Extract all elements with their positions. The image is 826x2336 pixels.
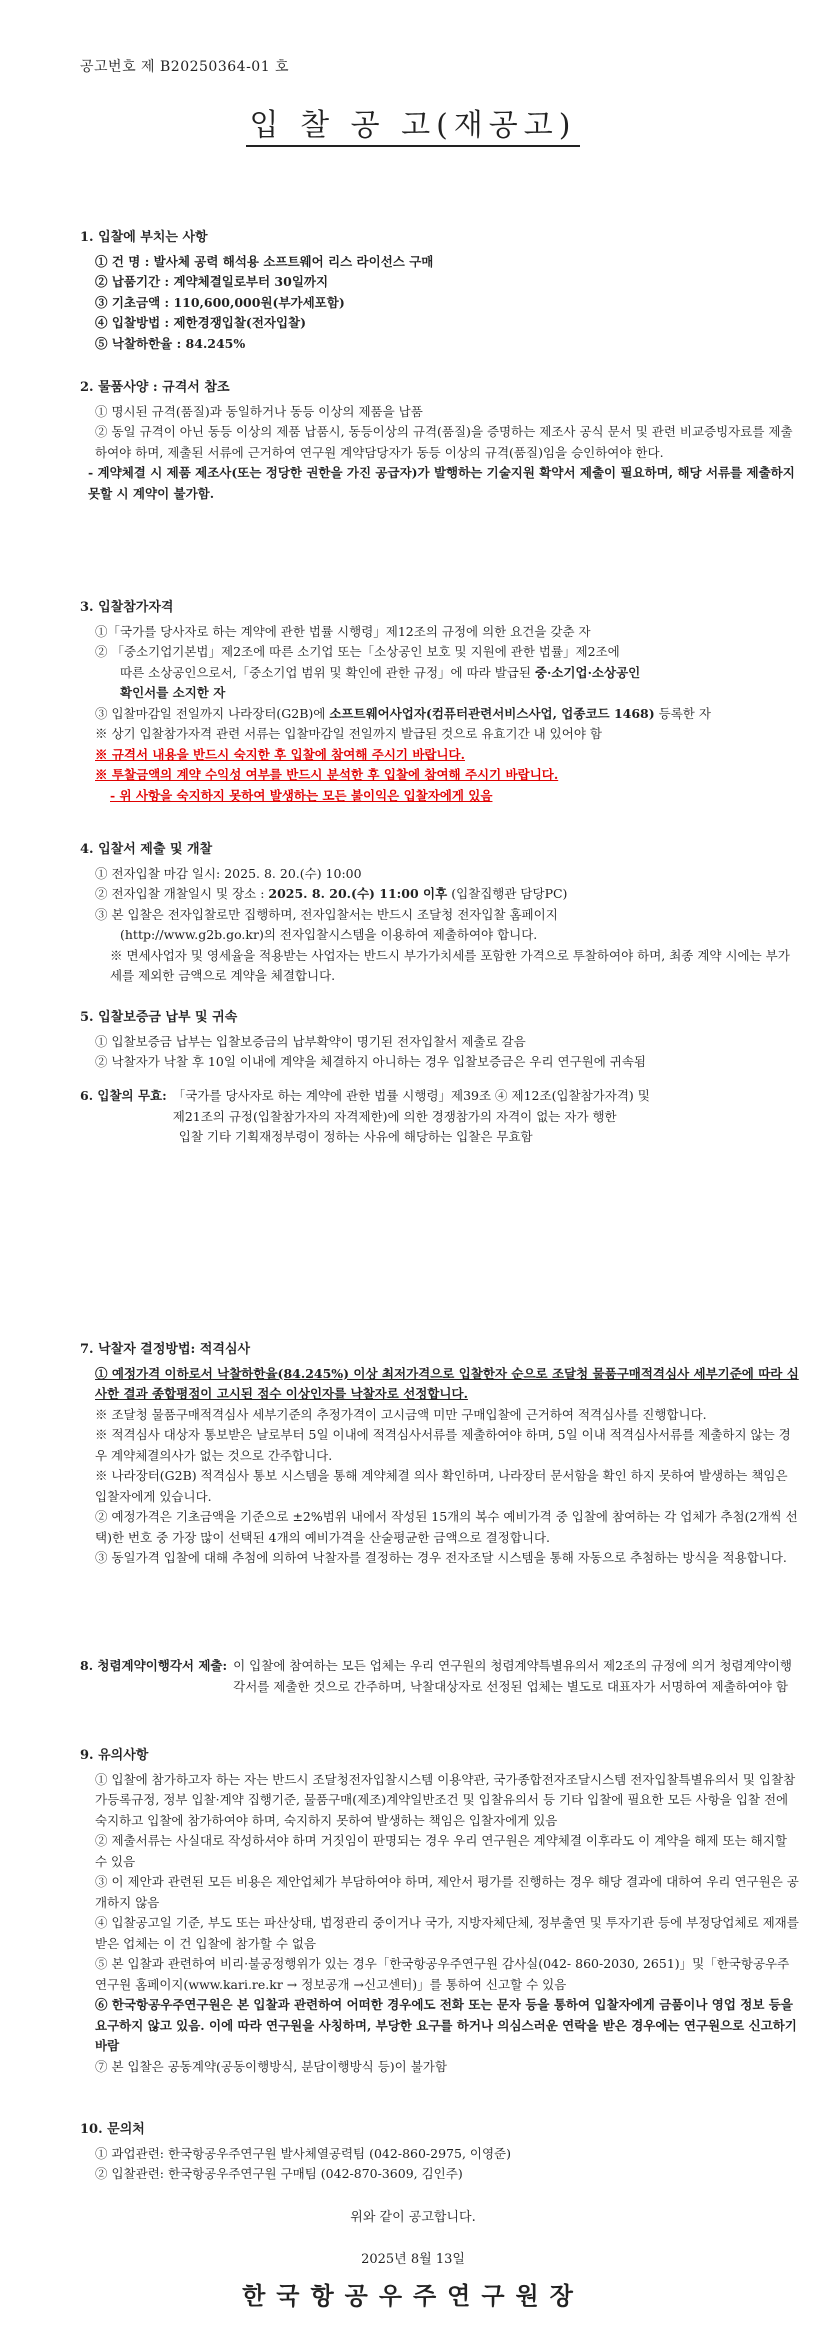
s1-item-2: ② 납품기간 : 계약체결일로부터 30일까지 bbox=[95, 274, 329, 289]
s9-item-4: ④ 입찰공고일 기준, 부도 또는 파산상태, 법정관리 중이거나 국가, 지방자체단체, 정부출연 및 투자기관 등에 부정당업체로 제재를 받은 업체는 이 건 입찰에 참가할 수 없음 bbox=[95, 1915, 799, 1951]
s9-item-6: ⑥ 한국항공우주연구원은 본 입찰과 관련하여 어떠한 경우에도 전화 또는 문자 등을 통하여 입찰자에게 금품이나 영업 정보 등을 요구하지 않고 있음. 이에 따라 연구원을 사칭하며, 부당한 요구를 하거나 의심스러운 연락을 받은 경우에는 연구원으로 신고하기 바람 bbox=[95, 1997, 797, 2053]
notice-date: 2025년 8월 13일 bbox=[361, 2252, 465, 2267]
s8-label: 8. 청렴계약이행각서 제출: bbox=[80, 1658, 228, 1673]
s3-item-2a: ② 「중소기업기본법」제2조에 따른 소기업 또는「소상공인 보호 및 지원에 관한 법률」제2조에 bbox=[95, 644, 620, 659]
s3-note-4: - 위 사항을 숙지하지 못하여 발생하는 모든 불이익은 입찰자에게 있음 bbox=[110, 787, 493, 803]
s7-note-2: ※ 적격심사 대상자 통보받은 날로부터 5일 이내에 적격심사서류를 제출하여야 하며, 5일 이내 적격심사서류를 제출하지 않는 경우 계약체결의사가 없는 것으로 간주합니다. bbox=[95, 1427, 791, 1463]
s5-item-1: ① 입찰보증금 납부는 입찰보증금의 납부확약이 명기된 전자입찰서 제출로 갈음 bbox=[95, 1033, 526, 1049]
section-1-heading: 1. 입찰에 부치는 사항 bbox=[80, 230, 208, 245]
s3-note-1: ※ 상기 입찰참가자격 관련 서류는 입찰마감일 전일까지 발급된 것으로 유효기간 내 있어야 함 bbox=[95, 726, 602, 741]
s9-item-5: ⑤ 본 입찰과 관련하여 비리·불공정행위가 있는 경우「한국항공우주연구원 감사실(042- 860-2030, 2651)」및「한국항공우주연구원 홈페이지(www.kari.re.kr → 정보공개 →신고센터)」를 통하여 신고할 수 있음 bbox=[95, 1956, 790, 1992]
s9-item-1: ① 입찰에 참가하고자 하는 자는 반드시 조달청전자입찰시스템 이용약관, 국가종합전자조달시스템 전자입찰특별유의서 및 입찰참가등록규정, 정부 입찰·계약 집행기준, 물품구매(제조)계약일반조건 및 입찰유의서 등 기타 입찰에 필요한 모든 사항을 입찰 전에 숙지하고 입찰에 참가하여야 하며, 숙지하지 못하여 발생하는 책임은 입찰자에게 있음 bbox=[95, 1771, 796, 1828]
s6-label: 6. 입찰의 무효: bbox=[80, 1088, 167, 1103]
section-10 bbox=[80, 2120, 800, 2185]
section-2-heading: 2. 물품사양 : 규격서 참조 bbox=[80, 380, 230, 395]
section-5 bbox=[80, 1008, 800, 1073]
section-9-heading: 9. 유의사항 bbox=[80, 1748, 149, 1763]
s9-item-7: ⑦ 본 입찰은 공동계약(공동이행방식, 분담이행방식 등)이 불가함 bbox=[95, 2058, 447, 2074]
s3-note-2: ※ 규격서 내용을 반드시 숙지한 후 입찰에 참여해 주시기 바랍니다. bbox=[95, 746, 465, 762]
section-5-heading: 5. 입찰보증금 납부 및 귀속 bbox=[80, 1010, 238, 1025]
s3-item-1: ①「국가를 당사자로 하는 계약에 관한 법률 시행령」제12조의 규정에 의한 요건을 갖춘 자 bbox=[95, 623, 591, 639]
s7-item-2: ② 예정가격은 기초금액을 기준으로 ±2%범위 내에서 작성된 15개의 복수 예비가격 중 입찰에 참여하는 각 업체가 추첨(2개씩 선택)한 번호 중 가장 많이 선택된 4개의 예비가격을 산술평균한 금액으로 결정합니다. bbox=[95, 1509, 798, 1545]
s7-item-3: ③ 동일가격 입찰에 대해 추첨에 의하여 낙찰자를 결정하는 경우 전자조달 시스템을 통해 자동으로 추첨하는 방식을 적용합니다. bbox=[95, 1550, 787, 1565]
section-6 bbox=[80, 1086, 800, 1148]
s7-note-1: ※ 조달청 물품구매적격심사 세부기준의 추정가격이 고시금액 미만 구매입찰에 근거하여 적격심사를 진행합니다. bbox=[95, 1406, 707, 1422]
section-9 bbox=[80, 1746, 800, 2077]
s3-item-3: ③ 입찰마감일 전일까지 나라장터(G2B)에 소프트웨어사업자(컴퓨터관련서비스사업, 업종코드 1468) 등록한 자 bbox=[95, 705, 711, 721]
notice-number: 공고번호 제 B20250364-01 호 bbox=[80, 59, 290, 75]
s4-item-3b: (http://www.g2b.go.kr)의 전자입찰시스템을 이용하여 제출하여야 합니다. bbox=[120, 927, 538, 942]
s9-item-2: ② 제출서류는 사실대로 작성하셔야 하며 거짓임이 판명되는 경우 우리 연구원은 계약체결 이후라도 이 계약을 해제 또는 해지할 수 있음 bbox=[95, 1833, 787, 1869]
section-4-heading: 4. 입찰서 제출 및 개찰 bbox=[80, 842, 213, 857]
section-7 bbox=[80, 1340, 800, 1569]
s2-item-2: ② 동일 규격이 아닌 동등 이상의 제품 납품시, 동등이상의 규격(품질)을 증명하는 제조사 공식 문서 및 관련 비교증빙자료를 제출 하여야 하며, 제출된 서류에 근거하여 연구원 계약담당자가 동등 이상의 규격(품질)임을 승인하여야 한다. bbox=[95, 424, 793, 460]
s2-item-1: ① 명시된 규격(품질)과 동일하거나 동등 이상의 제품을 납품 bbox=[95, 403, 423, 419]
s10-item-1: ① 과업관련: 한국항공우주연구원 발사체열공력팀 (042-860-2975, 이영준) bbox=[95, 2145, 512, 2161]
s3-item-2c: 확인서를 소지한 자 bbox=[120, 685, 226, 700]
s6-line-2: 제21조의 규정(입찰참가자의 자격제한)에 의한 경쟁참가의 자격이 없는 자가 행한 bbox=[172, 1108, 617, 1124]
s3-item-2b: 따른 소상공인으로서,「중소기업 범위 및 확인에 관한 규정」에 따라 발급된 중·소기업·소상공인 bbox=[120, 664, 641, 680]
section-1 bbox=[80, 228, 800, 354]
section-3-heading: 3. 입찰참가자격 bbox=[80, 600, 174, 615]
s1-item-4: ④ 입찰방법 : 제한경쟁입찰(전자입찰) bbox=[95, 315, 307, 330]
section-2 bbox=[80, 378, 800, 504]
s4-note: ※ 면세사업자 및 영세율을 적용받는 사업자는 반드시 부가가치세를 포함한 가격으로 투찰하여야 하며, 최종 계약 시에는 부가세를 제외한 금액으로 계약을 체결합니다. bbox=[110, 947, 790, 983]
s1-item-5: ⑤ 낙찰하한율 : 84.245% bbox=[95, 335, 246, 351]
s5-item-2: ② 낙찰자가 낙찰 후 10일 이내에 계약을 체결하지 아니하는 경우 입찰보증금은 우리 연구원에 귀속됨 bbox=[95, 1054, 646, 1069]
s6-line-1: 「국가를 당사자로 하는 계약에 관한 법률 시행령」제39조 ④ 제12조(입찰참가자격) 및 bbox=[172, 1088, 650, 1103]
s7-item-1: ① 예정가격 이하로서 낙찰하한율(84.245%) 이상 최저가격으로 입찰한자 순으로 조달청 물품구매적격심사 세부기준에 따라 심사한 결과 종합평점이 고시된 점수 이상인자를 낙찰자로 선정합니다. bbox=[95, 1365, 799, 1401]
title-text: 입 찰 공 고(재공고) bbox=[246, 108, 581, 147]
s10-item-2: ② 입찰관련: 한국항공우주연구원 구매팀 (042-870-3609, 김인주) bbox=[95, 2166, 463, 2181]
page-title bbox=[0, 100, 826, 144]
issuer-name: 한국항공우주연구원장 bbox=[242, 2281, 584, 2310]
section-8 bbox=[80, 1656, 800, 1697]
s1-item-3: ③ 기초금액 : 110,600,000원(부가세포함) bbox=[95, 294, 345, 310]
s7-note-3: ※ 나라장터(G2B) 적격심사 통보 시스템을 통해 계약체결 의사 확인하며, 나라장터 문서함을 확인 하지 못하여 발생하는 책임은 입찰자에게 있습니다. bbox=[95, 1468, 788, 1504]
s4-item-1: ① 전자입찰 마감 일시: 2025. 8. 20.(수) 10:00 bbox=[95, 865, 362, 881]
s8-text: 이 입찰에 참여하는 모든 업체는 우리 연구원의 청렴계약특별유의서 제2조의 규정에 의거 청렴계약이행각서를 제출한 것으로 간주하며, 낙찰대상자로 선정된 업체는 별도로 대표자가 서명하여 제출하여야 함 bbox=[233, 1658, 792, 1694]
s4-item-3a: ③ 본 입찰은 전자입찰로만 집행하며, 전자입찰서는 반드시 조달청 전자입찰 홈페이지 bbox=[95, 906, 558, 922]
s3-note-3: ※ 투찰금액의 계약 수익성 여부를 반드시 분석한 후 입찰에 참여해 주시기 바랍니다. bbox=[95, 767, 559, 782]
s6-line-3: 입찰 기타 기획재정부령이 정하는 사유에 해당하는 입찰은 무효함 bbox=[178, 1129, 533, 1144]
closing-text: 위와 같이 공고합니다. bbox=[350, 2210, 476, 2225]
s4-item-2: ② 전자입찰 개찰일시 및 장소 : 2025. 8. 20.(수) 11:00 이후 (입찰집행관 담당PC) bbox=[95, 886, 568, 901]
section-7-heading: 7. 낙찰자 결정방법: 적격심사 bbox=[80, 1342, 251, 1357]
s1-item-1: ① 건 명 : 발사체 공력 해석용 소프트웨어 리스 라이선스 구매 bbox=[95, 253, 434, 269]
s2-note: - 계약체결 시 제품 제조사(또는 정당한 권한을 가진 공급자)가 발행하는 기술지원 확약서 제출이 필요하며, 해당 서류를 제출하지 못할 시 계약이 불가함. bbox=[88, 465, 795, 501]
s9-item-3: ③ 이 제안과 관련된 모든 비용은 제안업체가 부담하여야 하며, 제안서 평가를 진행하는 경우 해당 결과에 대하여 우리 연구원은 공개하지 않음 bbox=[95, 1874, 799, 1910]
section-3 bbox=[80, 598, 800, 806]
section-10-heading: 10. 문의처 bbox=[80, 2122, 145, 2137]
section-4 bbox=[80, 840, 800, 987]
